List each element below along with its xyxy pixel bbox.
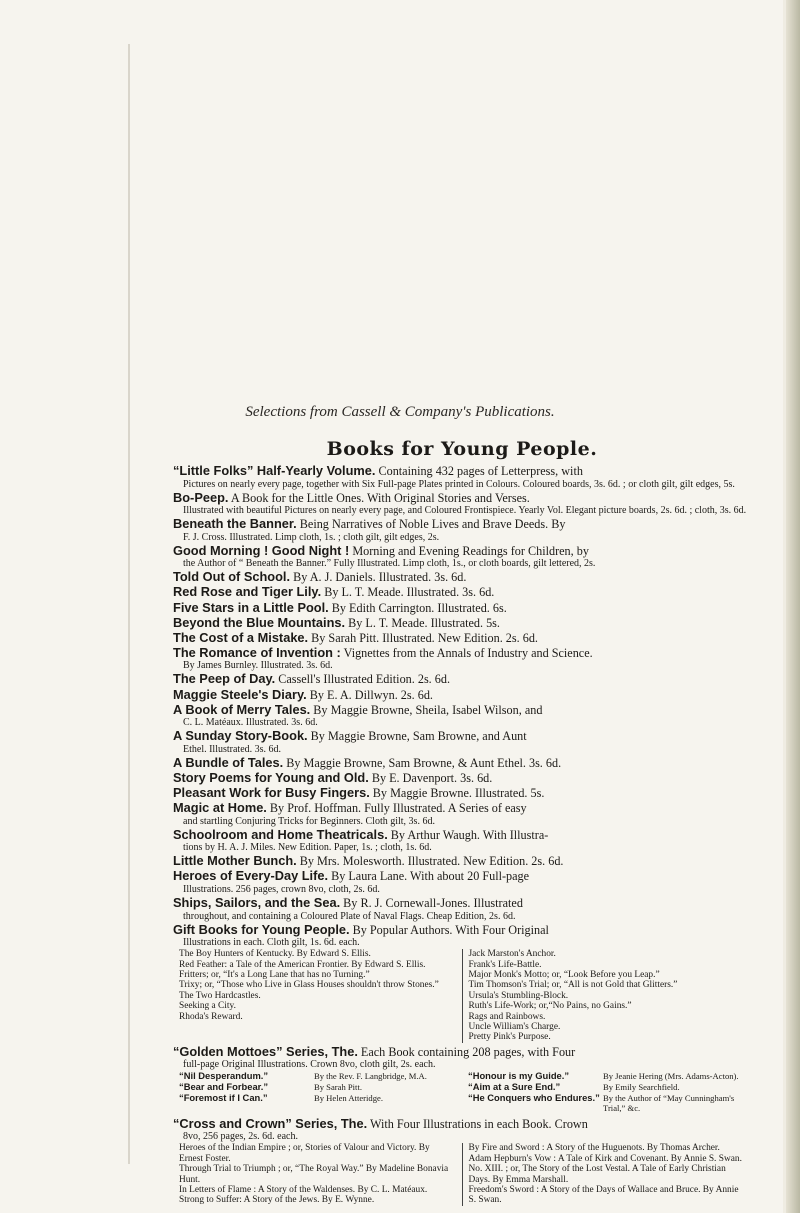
entry-text: By Prof. Hoffman. Fully Illustrated. A Series of easy [266, 801, 527, 816]
entry-text: Vignettes from the Annals of Industry and Science. [340, 645, 593, 660]
golden-mottoes-entry [173, 1045, 751, 1071]
entry-title: The Romance of Invention : [173, 644, 341, 660]
entry-title: A Book of Merry Tales. [173, 701, 311, 717]
cross-right-column [463, 1143, 752, 1205]
entry-subtext: Ethel. Illustrated. 3s. 6d. [183, 743, 282, 755]
list-item: Fritters; or, “It's a Long Lane that has no Turning.” [179, 969, 370, 980]
entry-title: Told Out of School. [173, 569, 291, 585]
list-item: In Letters of Flame : A Story of the Waldenses. By C. L. Matéaux. [179, 1185, 428, 1195]
list-item: Ursula's Stumbling-Block. [468, 990, 569, 1001]
entry-title: A Sunday Story-Book. [173, 728, 308, 744]
item-author: By the Rev. F. Langbridge, M.A. [314, 1071, 427, 1082]
entry-subtext: C. L. Matéaux. Illustrated. 3s. 6d. [183, 717, 318, 729]
list-item: Uncle William's Charge. [468, 1022, 561, 1032]
entry-text: By E. Davenport. 3s. 6d. [368, 770, 493, 785]
book-entry [173, 756, 751, 771]
entry-text: By Laura Lane. With about 20 Full-page [328, 869, 530, 884]
entry-title: Little Mother Bunch. [173, 853, 297, 869]
entry-subtext: Illustrations. 256 pages, crown 8vo, cloth, 2s. 6d. [183, 883, 380, 895]
item-title: “Aim at a Sure End.” [468, 1081, 561, 1092]
entry-text: By Maggie Browne. Illustrated. 5s. [369, 786, 545, 800]
list-item: Red Feather: a Tale of the American Frontier. By Edward S. Ellis. [179, 959, 426, 970]
entry-title: Gift Books for Young People. [173, 921, 350, 937]
list-item [468, 1082, 751, 1093]
entry-text: By R. J. Cornewall-Jones. Illustrated [340, 895, 523, 910]
item-author: By Emily Searchfield. [603, 1082, 680, 1092]
item-author: By Helen Atteridge. [314, 1092, 383, 1103]
book-entry [173, 517, 751, 543]
book-entry [173, 491, 751, 517]
book-entry [173, 703, 751, 729]
entry-subtext: and startling Conjuring Tricks for Beginners. Cloth gilt, 3s. 6d. [183, 815, 435, 827]
item-author: By Sarah Pitt. [314, 1082, 362, 1092]
list-item: Seeking a City. [179, 1001, 236, 1012]
entry-title: Heroes of Every-Day Life. [173, 868, 329, 884]
book-entry [173, 786, 751, 801]
entry-text: Being Narratives of Noble Lives and Brave Deeds. By [296, 517, 566, 532]
book-entry [173, 646, 751, 672]
entry-text: Cassell's Illustrated Edition. 2s. 6d. [275, 672, 451, 687]
list-item: The Boy Hunters of Kentucky. By Edward S. Ellis. [179, 949, 371, 960]
golden-mottoes-list [173, 1071, 751, 1113]
item-title: “Bear and Forbear.” [179, 1081, 269, 1092]
book-entry [173, 631, 751, 646]
list-item: Adam Hepburn's Vow : A Tale of Kirk and Covenant. By Annie S. Swan. [468, 1153, 742, 1164]
entry-text: By Arthur Waugh. With Illustra- [387, 827, 549, 842]
entry-text: Containing 432 pages of Letterpress, with [375, 464, 583, 478]
entry-title: “Cross and Crown” Series, The. [173, 1115, 368, 1131]
entry-title: Magic at Home. [173, 800, 267, 816]
item-title: “Nil Desperandum.” [179, 1070, 269, 1082]
list-item: By Fire and Sword : A Story of the Huguenots. By Thomas Archer. [468, 1143, 720, 1154]
list-item: Rhoda's Reward. [179, 1011, 243, 1022]
entry-title: Good Morning ! Good Night ! [173, 542, 350, 558]
book-entry [173, 896, 751, 922]
entry-subtext: F. J. Cross. Illustrated. Limp cloth, 1s. ; cloth gilt, gilt edges, 2s. [183, 531, 440, 543]
entry-title: Bo-Peep. [173, 489, 229, 505]
book-entry [173, 585, 751, 600]
entry-text: A Book for the Little Ones. With Original Stories and Verses. [228, 490, 530, 505]
list-item: Rags and Rainbows. [468, 1011, 546, 1022]
item-title: “Honour is my Guide.” [468, 1070, 570, 1082]
book-entry [173, 923, 751, 949]
entry-title: A Bundle of Tales. [173, 754, 284, 770]
list-item: Major Monk's Motto; or, “Look Before you Leap.” [468, 969, 660, 980]
entry-title: Pleasant Work for Busy Fingers. [173, 785, 370, 800]
list-item: Trixy; or, “Those who Live in Glass Houses shouldn't throw Stones.” [179, 980, 439, 991]
entry-text: By L. T. Meade. Illustrated. 3s. 6d. [321, 585, 495, 600]
entry-text: By Popular Authors. With Four Original [349, 922, 549, 937]
book-entry [173, 616, 751, 631]
entry-subtext: Illustrations in each. Cloth gilt, 1s. 6d. each. [183, 937, 360, 949]
entry-subtext: throughout, and containing a Coloured Plate of Naval Flags. Cheap Edition, 2s. 6d. [183, 910, 516, 922]
book-entry [173, 828, 751, 854]
entry-text: By Maggie Browne, Sheila, Isabel Wilson, and [310, 702, 543, 717]
entry-text: By Mrs. Molesworth. Illustrated. New Edition. 2s. 6d. [296, 854, 564, 869]
entry-title: Maggie Steele's Diary. [173, 686, 307, 702]
entry-subtext: 8vo, 256 pages, 2s. 6d. each. [183, 1131, 298, 1143]
book-entry [173, 729, 751, 755]
book-entry [173, 464, 751, 490]
item-title: “Foremost if I Can.” [179, 1091, 268, 1103]
page-fold-edge [128, 44, 130, 1164]
list-item: Pretty Pink's Purpose. [468, 1032, 551, 1043]
book-entry [173, 544, 751, 570]
item-author: By the Author of “May Cunningham's Trial,” &c. [603, 1092, 735, 1114]
book-entry [173, 854, 751, 869]
entry-text: By Maggie Browne, Sam Browne, and Aunt [307, 729, 527, 744]
gift-books-left-column [173, 949, 463, 1043]
book-entry [173, 771, 751, 786]
entry-text: Morning and Evening Readings for Children, by [349, 543, 589, 558]
entry-title: The Peep of Day. [173, 671, 276, 687]
entry-subtext: tions by H. A. J. Miles. New Edition. Paper, 1s. ; cloth, 1s. 6d. [183, 842, 432, 854]
list-item [179, 1082, 462, 1093]
book-entry [173, 570, 751, 585]
section-title: Books for Young People. [326, 438, 598, 460]
entry-subtext: Pictures on nearly every page, together with Six Full-page Plates printed in Colours. Coloured boards, 3s. 6d. ; or cloth gilt, gilt edges, 5s. [183, 478, 735, 490]
list-item: The Two Hardcastles. [179, 990, 261, 1001]
book-entry [173, 672, 751, 687]
entry-title: Ships, Sailors, and the Sea. [173, 894, 341, 910]
entry-text: By A. J. Daniels. Illustrated. 3s. 6d. [290, 570, 467, 585]
entry-subtext: full-page Original Illustrations. Crown 8vo, cloth gilt, 2s. each. [183, 1059, 436, 1071]
entry-title: Beyond the Blue Mountains. [173, 614, 346, 630]
gift-books-list [173, 949, 751, 1043]
entry-title: Story Poems for Young and Old. [173, 769, 369, 785]
list-item: Strong to Suffer: A Story of the Jews. By E. Wynne. [179, 1195, 375, 1206]
entry-title: Beneath the Banner. [173, 516, 297, 532]
entry-text: With Four Illustrations in each Book. Crown [367, 1116, 588, 1131]
entry-subtext: the Author of “ Beneath the Banner.” Fully Illustrated. Limp cloth, 1s., or cloth boards, gilt lettered, 2s. [183, 558, 596, 570]
entry-text: Each Book containing 208 pages, with Four [357, 1044, 576, 1059]
entry-text: By Maggie Browne, Sam Browne, & Aunt Ethel. 3s. 6d. [283, 755, 562, 770]
list-item [468, 1093, 751, 1114]
list-item: Frank's Life-Battle. [468, 959, 542, 970]
entry-text: By Edith Carrington. Illustrated. 6s. [328, 600, 507, 615]
golden-left-column [173, 1071, 462, 1113]
list-item: Ruth's Life-Work; or,“No Pains, no Gains.” [468, 1001, 632, 1012]
item-author: By Jeanie Hering (Mrs. Adams-Acton). [603, 1071, 739, 1082]
list-item: Through Trial to Triumph ; or, “The Royal Way.” By Madeline Bonavia Hunt. [179, 1164, 449, 1185]
entry-title: “Golden Mottoes” Series, The. [173, 1043, 358, 1059]
entry-text: By Sarah Pitt. Illustrated. New Edition. 2s. 6d. [308, 630, 538, 645]
list-item: Heroes of the Indian Empire ; or, Stories of Valour and Victory. By Ernest Foster. [179, 1143, 430, 1164]
page-content [173, 438, 751, 1208]
book-edge [786, 0, 800, 1213]
book-entry [173, 869, 751, 895]
item-title: “He Conquers who Endures.” [468, 1091, 600, 1103]
book-entry [173, 688, 751, 703]
gift-books-right-column [463, 949, 752, 1043]
list-item: Freedom's Sword : A Story of the Days of Wallace and Bruce. By Annie S. Swan. [468, 1185, 739, 1206]
cross-left-column [173, 1143, 463, 1205]
entry-list [173, 464, 751, 949]
entry-title: “Little Folks” Half-Yearly Volume. [173, 463, 376, 478]
list-item: Tim Thomson's Trial; or, “All is not Gold that Glitters.” [468, 980, 678, 991]
list-item: Jack Marston's Anchor. [468, 949, 556, 960]
golden-right-column [462, 1071, 751, 1113]
entry-title: Red Rose and Tiger Lily. [173, 584, 322, 600]
entry-subtext: By James Burnley. Illustrated. 3s. 6d. [183, 660, 333, 672]
book-entry [173, 601, 751, 616]
book-entry [173, 801, 751, 827]
entry-text: By L. T. Meade. Illustrated. 5s. [345, 615, 500, 630]
entry-title: The Cost of a Mistake. [173, 629, 309, 645]
entry-title: Five Stars in a Little Pool. [173, 599, 329, 615]
running-header: Selections from Cassell & Company's Publications. [245, 404, 555, 420]
list-item [179, 1093, 462, 1104]
entry-text: By E. A. Dillwyn. 2s. 6d. [306, 687, 433, 702]
cross-and-crown-list [173, 1143, 751, 1205]
list-item: No. XIII. ; or, The Story of the Lost Vestal. A Tale of Early Christian Days. By Emma Marshall. [468, 1164, 726, 1185]
entry-subtext: Illustrated with beautiful Pictures on nearly every page, and Coloured Frontispiece. Yearly Vol. Elegant picture boards, 2s. 6d. ; cloth, 3s. 6d. [183, 505, 747, 517]
cross-and-crown-entry [173, 1117, 751, 1143]
entry-title: Schoolroom and Home Theatricals. [173, 826, 388, 842]
